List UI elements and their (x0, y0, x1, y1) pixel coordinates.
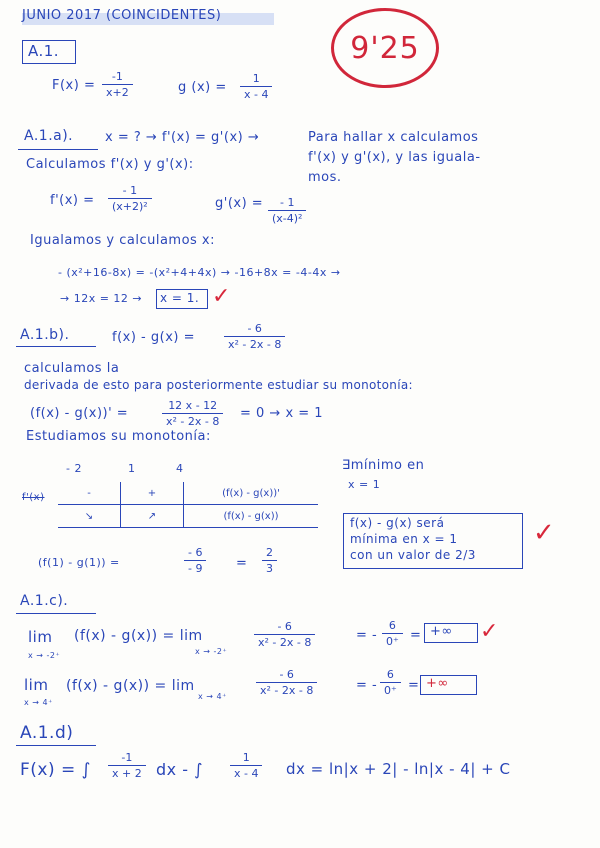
lim-1-result-num: 6 (388, 619, 396, 632)
g-numerator: 1 (252, 72, 260, 85)
diff-denominator: x² - 2x - 8 (228, 338, 282, 351)
gprime-fraction (268, 196, 306, 225)
fprime-denominator: (x+2)² (112, 200, 148, 213)
a1a-note-2: f'(x) y g'(x), y las iguala- (308, 150, 481, 165)
integral-fraction-2 (230, 751, 262, 780)
a1a-equate: Igualamos y calculamos x: (30, 233, 216, 248)
lim-2: lim (24, 676, 49, 694)
section-a1a-underline (18, 149, 98, 150)
lim-1-eq: = (410, 628, 422, 643)
deriv-denominator: x² - 2x - 8 (166, 415, 220, 428)
integral-lhs: F(x) = ∫ (20, 760, 92, 780)
min-x: x = 1 (348, 478, 381, 491)
a1b-text-1: calculamos la (24, 361, 120, 376)
table-cell: (f(x) - g(x))' (184, 482, 319, 505)
crit-point: 4 (176, 462, 184, 475)
lim-1-sub: x → -2⁺ (28, 651, 61, 660)
a1a-note-3: mos. (308, 170, 342, 185)
eval-denominator: - 9 (188, 562, 203, 575)
integral-1-denominator: x + 2 (112, 767, 142, 780)
grade-value: 9'25 (350, 30, 420, 66)
lim-2-mid: = - (356, 678, 378, 693)
lim-1-fraction (254, 620, 315, 649)
section-a1c-label: A.1.c). (20, 593, 69, 609)
g-denominator: x - 4 (244, 88, 269, 101)
diff-lhs: f(x) - g(x) = (112, 330, 195, 345)
deriv-numerator: 12 x - 12 (168, 399, 218, 412)
integral-rhs: dx = ln|x + 2| - ln|x - 4| + C (286, 760, 511, 778)
fprime-numerator: - 1 (122, 184, 138, 197)
a1a-line2: → 12x = 12 → (60, 292, 143, 305)
lim-2-sub: x → 4⁺ (24, 698, 53, 707)
eval-lhs: (f(1) - g(1)) = (38, 556, 120, 569)
lim-2-eq: = (408, 678, 420, 693)
lim-2-result-fraction (380, 668, 401, 697)
table-cell: ↘ (58, 505, 121, 528)
lim-2-fraction (256, 668, 317, 697)
gprime-denominator: (x-4)² (272, 212, 303, 225)
lim-1-result-den: 0⁺ (386, 635, 399, 648)
checkmark-icon: ✓ (533, 518, 555, 548)
lim-2-numerator: - 6 (279, 668, 294, 681)
section-a1d-underline (16, 745, 96, 746)
diff-numerator: - 6 (247, 322, 262, 335)
a1a-question: x = ? → f'(x) = g'(x) → (105, 130, 260, 145)
a1a-note-1: Para hallar x calculamos (308, 130, 479, 145)
box-line-2: mínima en x = 1 (350, 532, 458, 546)
lim-2-answer: +∞ (426, 676, 449, 691)
integral-fraction-1 (108, 751, 146, 780)
section-a1-label: A.1. (28, 42, 60, 60)
section-a1c-underline (16, 613, 96, 614)
section-a1b-label: A.1.b). (20, 327, 70, 343)
grade-circle (331, 8, 439, 88)
a1a-line1: - (x²+16-8x) = -(x²+4+4x) → -16+8x = -4-4x → (58, 266, 341, 279)
fprime-lhs: f'(x) = (50, 193, 95, 208)
min-title: ∃mínimo en (342, 458, 425, 473)
deriv-fraction (162, 399, 223, 428)
lim-1: lim (28, 628, 53, 646)
table-row (58, 505, 318, 528)
eval-eq: = (236, 556, 248, 571)
table-cell: - (58, 482, 121, 505)
lim-1-result-fraction (382, 619, 403, 648)
a1a-answer: x = 1. (160, 291, 200, 305)
F-numerator: -1 (111, 70, 123, 83)
F-fraction (102, 70, 133, 99)
section-a1d-label: A.1.d) (20, 723, 74, 743)
g-fraction (240, 72, 272, 101)
fprime-fraction (108, 184, 152, 213)
lim-1-expr: (f(x) - g(x)) = lim (74, 628, 203, 644)
F-lhs: F(x) = (52, 78, 96, 93)
lim-1-numerator: - 6 (277, 620, 292, 633)
eval-numerator: - 6 (188, 546, 203, 559)
lim-1b-sub: x → -2⁺ (195, 647, 228, 656)
page-title: JUNIO 2017 (COINCIDENTES) (22, 8, 222, 23)
deriv-lhs: (f(x) - g(x))' = (30, 406, 129, 421)
lim-2-denominator: x² - 2x - 8 (260, 684, 314, 697)
a1b-study: Estudiamos su monotonía: (26, 429, 211, 444)
integral-2-denominator: x - 4 (234, 767, 259, 780)
integral-2-numerator: 1 (242, 751, 250, 764)
lim-1-denominator: x² - 2x - 8 (258, 636, 312, 649)
eval-result (262, 546, 277, 575)
table-row (58, 482, 318, 505)
integral-1-numerator: -1 (121, 751, 133, 764)
a1a-calc: Calculamos f'(x) y g'(x): (26, 157, 194, 172)
lim-1-answer: +∞ (430, 624, 453, 639)
table-cell: ↗ (121, 505, 184, 528)
section-a1a-label: A.1.a). (24, 128, 74, 144)
gprime-lhs: g'(x) = (215, 196, 264, 211)
deriv-rhs: = 0 → x = 1 (240, 406, 324, 421)
lim-1-mid: = - (356, 628, 378, 643)
section-a1b-underline (16, 346, 96, 347)
checkmark-icon: ✓ (212, 284, 231, 309)
box-line-1: f(x) - g(x) será (350, 516, 445, 530)
g-lhs: g (x) = (178, 80, 227, 95)
box-line-3: con un valor de 2/3 (350, 548, 476, 562)
diff-fraction (224, 322, 285, 351)
lim-2-expr: (f(x) - g(x)) = lim (66, 678, 195, 694)
lim-2b-sub: x → 4⁺ (198, 692, 227, 701)
eval-result-denominator: 3 (266, 562, 273, 575)
monotonia-table (58, 482, 318, 528)
checkmark-icon: ✓ (480, 619, 499, 644)
crit-point: 1 (128, 462, 136, 475)
table-cell: + (121, 482, 184, 505)
F-denominator: x+2 (106, 86, 129, 99)
table-cell: (f(x) - g(x)) (184, 505, 319, 528)
row1-label: f'(x) (22, 492, 45, 503)
crit-point: - 2 (66, 462, 82, 475)
a1b-text-2: derivada de esto para posteriormente estudiar su monotonía: (24, 378, 413, 392)
eval-fraction (184, 546, 206, 575)
lim-2-result-den: 0⁺ (384, 684, 397, 697)
eval-result-numerator: 2 (266, 546, 273, 559)
lim-2-result-num: 6 (386, 668, 394, 681)
gprime-numerator: - 1 (280, 196, 295, 209)
integral-mid: dx - ∫ (156, 760, 203, 779)
